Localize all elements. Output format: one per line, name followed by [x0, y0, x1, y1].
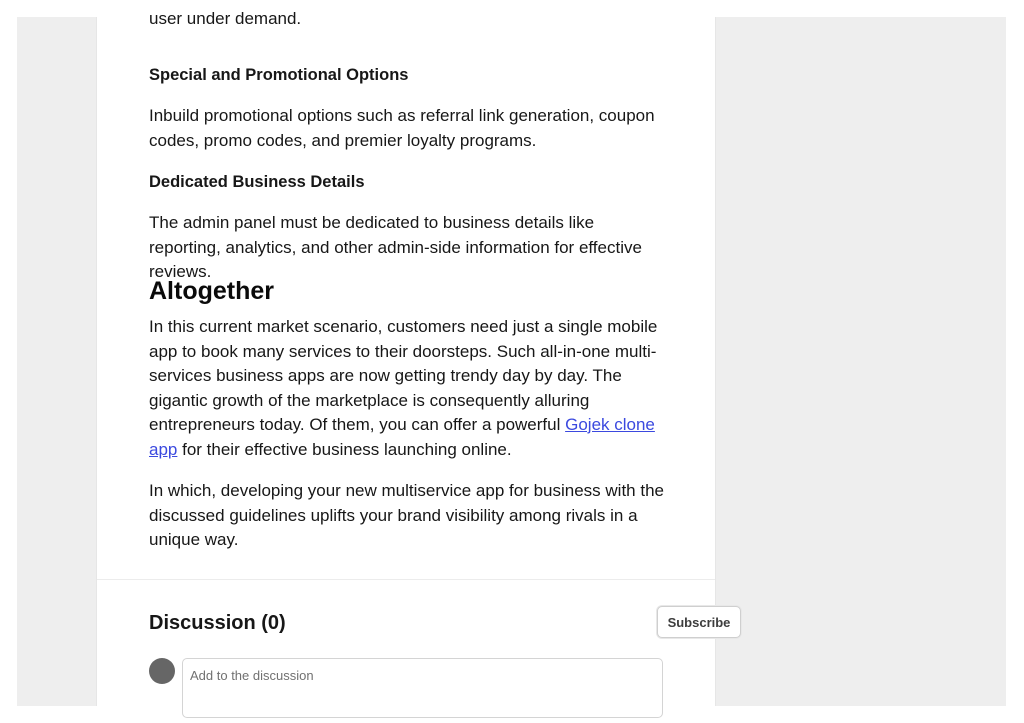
closing-paragraph: In which, developing your new multiservice app for business with the discussed guidelines uplifts your brand visibility among rivals in a unique way.: [149, 481, 664, 549]
business-details-paragraph: The admin panel must be dedicated to business details like reporting, analytics, and other admin-side information for effective reviews.: [149, 213, 642, 281]
partial-paragraph: user under demand.: [149, 9, 302, 28]
altogether-heading: Altogether: [149, 277, 274, 305]
business-details-heading: Dedicated Business Details: [149, 173, 365, 191]
avatar: [149, 658, 175, 684]
article-card: [96, 9, 731, 706]
special-options-paragraph: Inbuild promotional options such as referral link generation, coupon codes, promo codes, and premier loyalty programs.: [149, 106, 655, 150]
gojek-clone-app-link[interactable]: Gojek clone app: [149, 415, 655, 459]
altogether-text-after: for their effective business launching online.: [177, 439, 512, 459]
discussion-title: Discussion (0): [149, 612, 286, 634]
subscribe-button[interactable]: Subscribe: [657, 606, 741, 638]
page-background: [17, 9, 1006, 706]
special-options-heading: Special and Promotional Options: [149, 66, 409, 84]
altogether-text-before: In this current market scenario, customers need just a single mobile app to book many services to their doorsteps. Such all-in-one multi-services business apps are now getting trendy day by day. The gigantic growth of the marketplace is consequently alluring entrepreneurs today. Of them, you can offer a powerful: [149, 317, 658, 434]
comment-input[interactable]: [182, 658, 663, 718]
altogether-paragraph: [149, 315, 665, 462]
section-divider: [97, 579, 715, 580]
